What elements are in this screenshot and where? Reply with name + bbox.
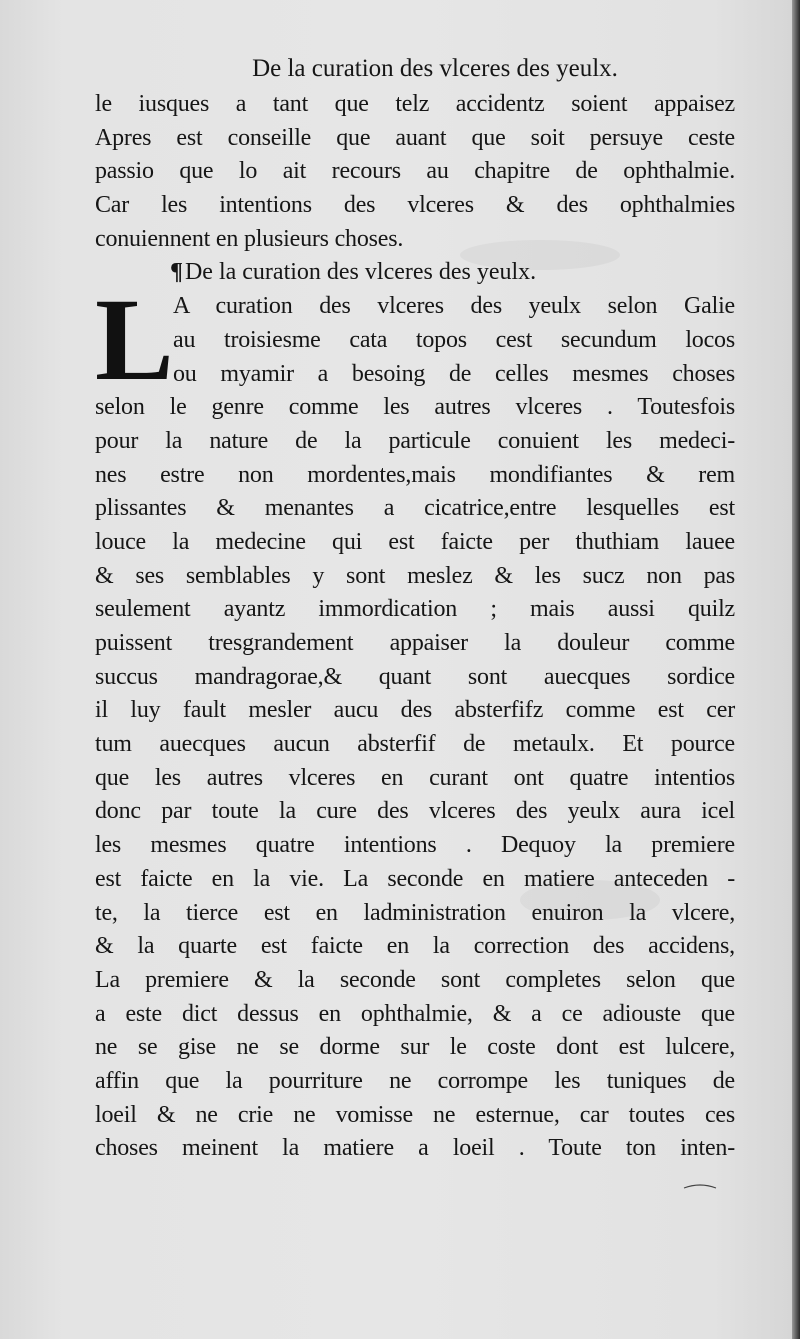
text-line: nes estre non mordentes,mais mondifiantes & rem (95, 461, 735, 488)
text-line: Car les intentions des vlceres & des ophthalmies (95, 192, 735, 219)
text-line: affin que la pourriture ne corrompe les tuniques de (95, 1067, 735, 1094)
text-line: & ses semblables y sont meslez & les sucz non pas (95, 562, 735, 589)
section-heading (95, 256, 735, 290)
text-line: les mesmes quatre intentions . Dequoy la premiere (95, 832, 735, 859)
text-line: & la quarte est faicte en la correction des accidens, (95, 933, 735, 960)
text-line: a este dict dessus en ophthalmie, & a ce adiouste que (95, 1000, 735, 1027)
page-edge-shadow (792, 0, 800, 1339)
text-line: Apres est conseille que auant que soit persuye ceste (95, 124, 735, 151)
text-line: le iusques a tant que telz accidentz soient appaisez (95, 91, 735, 117)
text-line: tum auecques aucun absterfif de metaulx. Et pource (95, 731, 735, 758)
text-line: au troisiesme cata topos cest secundum locos (173, 326, 735, 353)
text-line: il luy fault mesler aucu des absterfifz comme est cer (95, 697, 735, 724)
section-heading-text: De la curation des vlceres des yeulx. (184, 259, 537, 286)
paragraph-2 (95, 274, 735, 1166)
text-line: te, la tierce est en ladministration enuiron la vlcere, (95, 899, 735, 926)
text-line: succus mandragorae,& quant sont auecques sordice (95, 663, 735, 690)
text-line: ne se gise ne se dorme sur le coste dont est lulcere, (95, 1034, 735, 1061)
text-line: ou myamir a besoing de celles mesmes choses (173, 360, 735, 387)
text-line: conuiennent en plusieurs choses. (95, 225, 404, 252)
text-line: plissantes & menantes a cicatrice,entre lesquelles est (95, 495, 735, 522)
text-line: pour la nature de la particule conuient les medeci- (95, 427, 735, 454)
text-line: louce la medecine qui est faicte per thuthiam lauee (95, 528, 735, 555)
text-line: A curation des vlceres des yeulx selon Galie (173, 293, 735, 320)
paragraph-1 (95, 88, 735, 256)
text-line: passio que lo ait recours au chapitre de ophthalmie. (95, 158, 735, 185)
text-line: donc par toute la cure des vlceres des yeulx aura icel (95, 798, 735, 825)
text-line: seulement ayantz immordication ; mais aussi quilz (95, 596, 735, 623)
text-line: est faicte en la vie. La seconde en matiere anteceden - (95, 865, 735, 892)
page-text (95, 50, 735, 1166)
catchword-mark (680, 1178, 720, 1198)
text-line: choses meinent la matiere a loeil . Toute ton inten- (95, 1135, 735, 1162)
text-line: que les autres vlceres en curant ont quatre intentios (95, 764, 735, 791)
text-line: loeil & ne crie ne vomisse ne esternue, car toutes ces (95, 1101, 735, 1128)
drop-cap-initial: L (95, 274, 174, 406)
pilcrow-icon: ¶ (170, 259, 183, 286)
text-line: puissent tresgrandement appaiser la douleur comme (95, 630, 735, 656)
text-line: La premiere & la seconde sont completes selon que (95, 966, 735, 993)
text-line: selon le genre comme les autres vlceres . Toutesfois (95, 394, 735, 421)
running-header: De la curation des vlceres des yeulx. (252, 55, 618, 82)
